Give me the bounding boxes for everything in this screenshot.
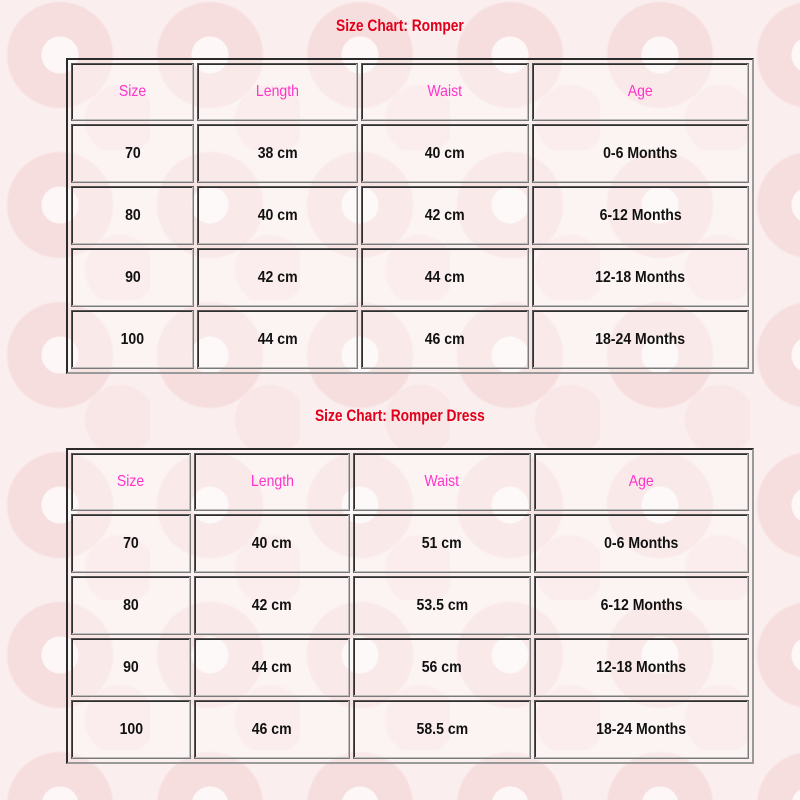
table-row	[71, 248, 749, 307]
cell-text: 90	[123, 658, 139, 676]
header-waist	[353, 453, 531, 511]
romper-chart-title-text: Size Chart: Romper	[336, 16, 464, 35]
cell-text: 40 cm	[257, 206, 298, 224]
header-age	[534, 453, 749, 511]
cell-waist	[353, 700, 531, 759]
cell-length	[197, 310, 358, 369]
cell-waist	[353, 576, 531, 635]
table-row	[71, 186, 749, 245]
cell-text: 51 cm	[422, 534, 462, 552]
table-row	[71, 514, 749, 573]
cell-text: 0-6 Months	[604, 534, 679, 552]
cell-text: 38 cm	[257, 144, 298, 162]
cell-text: 42 cm	[257, 268, 298, 286]
cell-text: Waist	[427, 83, 463, 100]
cell-length	[194, 514, 350, 573]
cell-text: 90	[124, 268, 141, 286]
table-row	[71, 700, 749, 759]
cell-text: 18-24 Months	[596, 720, 687, 738]
cell-size	[71, 186, 194, 245]
cell-age	[532, 310, 749, 369]
header-size	[71, 63, 194, 121]
cell-text: Age	[627, 83, 654, 100]
cell-length	[194, 576, 350, 635]
cell-waist	[361, 124, 529, 183]
cell-text: Length	[250, 473, 294, 490]
romper-chart-title	[32, 16, 768, 36]
cell-waist	[353, 514, 531, 573]
cell-text: 42 cm	[252, 596, 292, 614]
cell-length	[197, 186, 358, 245]
cell-length	[194, 638, 350, 697]
romper-dress-size-table	[66, 448, 754, 764]
cell-size	[71, 124, 194, 183]
cell-text: 46 cm	[252, 720, 292, 738]
cell-text: 42 cm	[425, 206, 465, 224]
cell-text: Waist	[424, 473, 460, 490]
cell-text: 70	[123, 534, 139, 552]
cell-waist	[361, 248, 529, 307]
cell-text: 80	[123, 596, 139, 614]
cell-size	[71, 248, 194, 307]
cell-text: 44 cm	[257, 330, 298, 348]
cell-text: Length	[255, 83, 300, 100]
cell-size	[71, 638, 191, 697]
cell-text: 100	[119, 720, 143, 738]
cell-text: 80	[124, 206, 141, 224]
cell-text: 46 cm	[425, 330, 465, 348]
header-age	[532, 63, 749, 121]
cell-text: 0-6 Months	[603, 144, 678, 162]
romper-dress-chart-title-text: Size Chart: Romper Dress	[315, 406, 485, 425]
cell-size	[71, 310, 194, 369]
cell-size	[71, 514, 191, 573]
cell-text: 40 cm	[252, 534, 292, 552]
cell-text: 44 cm	[252, 658, 292, 676]
cell-waist	[361, 186, 529, 245]
cell-text: 56 cm	[422, 658, 462, 676]
cell-size	[71, 700, 191, 759]
cell-text: Size	[117, 473, 145, 490]
cell-text: 40 cm	[425, 144, 465, 162]
cell-age	[534, 700, 749, 759]
table-row	[71, 124, 749, 183]
cell-waist	[353, 638, 531, 697]
header-length	[194, 453, 350, 511]
table-header-row	[71, 63, 749, 121]
header-length	[197, 63, 358, 121]
table-row	[71, 310, 749, 369]
table-row	[71, 576, 749, 635]
cell-age	[532, 124, 749, 183]
cell-length	[197, 248, 358, 307]
cell-age	[534, 576, 749, 635]
cell-size	[71, 576, 191, 635]
cell-text: 6-12 Months	[600, 596, 683, 614]
romper-dress-chart-title	[32, 406, 768, 426]
romper-size-table	[66, 58, 754, 374]
cell-text: 44 cm	[425, 268, 465, 286]
cell-text: Size	[118, 83, 147, 100]
table-row	[71, 638, 749, 697]
cell-age	[532, 186, 749, 245]
header-size	[71, 453, 191, 511]
cell-length	[197, 124, 358, 183]
cell-text: Age	[628, 473, 655, 490]
cell-text: 18-24 Months	[595, 330, 686, 348]
header-waist	[361, 63, 529, 121]
cell-age	[534, 514, 749, 573]
cell-age	[532, 248, 749, 307]
table-header-row	[71, 453, 749, 511]
cell-waist	[361, 310, 529, 369]
cell-text: 100	[120, 330, 145, 348]
cell-text: 58.5 cm	[416, 720, 468, 738]
cell-text: 70	[124, 144, 141, 162]
cell-text: 12-18 Months	[595, 268, 686, 286]
cell-text: 53.5 cm	[416, 596, 468, 614]
cell-age	[534, 638, 749, 697]
cell-text: 12-18 Months	[596, 658, 687, 676]
cell-text: 6-12 Months	[599, 206, 682, 224]
cell-length	[194, 700, 350, 759]
